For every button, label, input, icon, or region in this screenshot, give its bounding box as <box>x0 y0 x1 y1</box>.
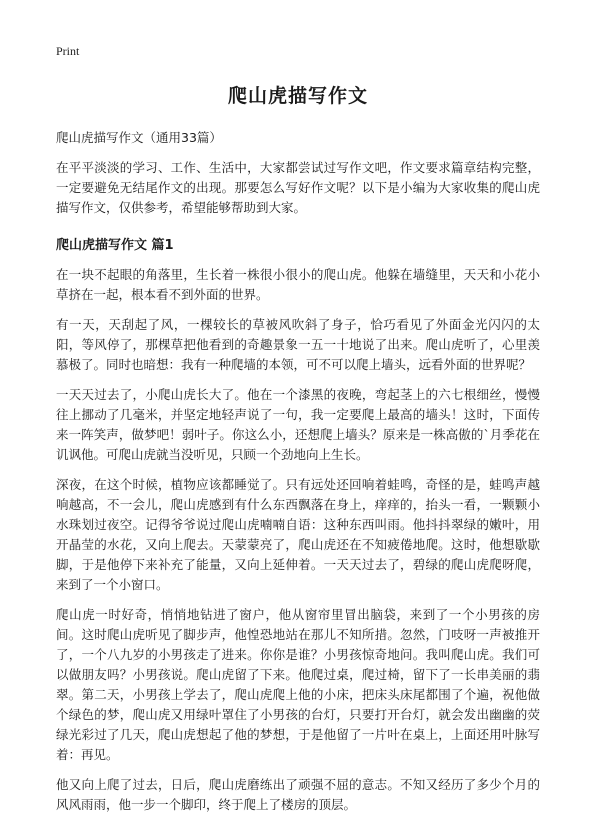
body-paragraph: 一天天过去了，小爬山虎长大了。他在一个漆黑的夜晚，弯起茎上的六七根细丝，慢慢往上挪动了几毫米，并坚定地轻声说了一句，我一定要爬上最高的墙头！这时，下面传来一阵笑声，做梦吧！弱叶子。你这么小，还想爬上墙头？原来是一株高傲的`月季花在讥讽他。可爬山虎就当没听见，只顾一个劲地向上生长。 <box>56 387 540 462</box>
body-paragraph: 深夜，在这个时候，植物应该都睡觉了。只有远处还回响着蛙鸣，奇怪的是，蛙鸣声越响越高，不一会儿，爬山虎感到有什么东西飘落在身上，痒痒的，抬头一看，一颗颗小水珠划过夜空。记得爷爷说过爬山虎喃喃自语：这种东西叫雨。他抖抖翠绿的嫩叶，用开晶莹的水花，又向上爬去。天蒙蒙亮了，爬山虎还在不知疲倦地爬。这时，他想歇歇脚，于是他停下来补充了能量，又向上延伸着。一天天过去了，碧绿的爬山虎爬呀爬，来到了一个小窗口。 <box>56 477 540 592</box>
body-paragraph: 他又向上爬了过去，日后，爬山虎磨练出了顽强不屈的意志。不知又经历了多少个月的风风雨雨，他一步一个脚印，终于爬上了楼房的顶层。 <box>56 777 540 812</box>
body-paragraph: 有一天，天刮起了风，一棵较长的草被风吹斜了身子，恰巧看见了外面金光闪闪的太阳，等风停了，那棵草把他看到的奇趣景象一五一十地说了出来。爬山虎听了，心里羡慕极了。同时也暗想：我有一种爬墙的本领，可不可以爬上墙头，远看外面的世界呢？ <box>56 317 540 372</box>
print-link[interactable]: Print <box>56 44 80 58</box>
intro-paragraph: 在平平淡淡的学习、工作、生活中，大家都尝试过写作文吧，作文要求篇章结构完整，一定要避免无结尾作文的出现。那要怎么写好作文呢？以下是小编为大家收集的爬山虎描写作文，仅供参考，希望能够帮助到大家。 <box>56 160 540 215</box>
body-paragraph: 爬山虎一时好奇，悄悄地钻进了窗户，他从窗帘里冒出脑袋，来到了一个小男孩的房间。这时爬山虎听见了脚步声，他惶恐地站在那儿不知所措。忽然，门吱呀一声被推开了，一个八九岁的小男孩走了进来。你你是谁？小男孩惊奇地问。我叫爬山虎。我们可以做朋友吗？小男孩说。爬山虎留了下来。他爬过桌，爬过椅，留下了一长串美丽的翡翠。第二天，小男孩上学去了，爬山虎爬上他的小床，把床头床尾都围了个遍，祝他做个绿色的梦，爬山虎又用绿叶罩住了小男孩的台灯，只要打开台灯，就会发出幽幽的荧绿光彩过了几天，爬山虎想起了他的梦想，于是他留了一片叶在桌上，上面还用叶脉写着：再见。 <box>56 607 540 762</box>
section-heading: 爬山虎描写作文 篇1 <box>56 238 174 253</box>
body-paragraph: 在一块不起眼的角落里，生长着一株很小很小的爬山虎。他躲在墙缝里，天天和小花小草挤在一起，根本看不到外面的世界。 <box>56 267 540 302</box>
document-subtitle: 爬山虎描写作文（通用33篇） <box>56 130 222 145</box>
page-title: 爬山虎描写作文 <box>227 86 368 107</box>
